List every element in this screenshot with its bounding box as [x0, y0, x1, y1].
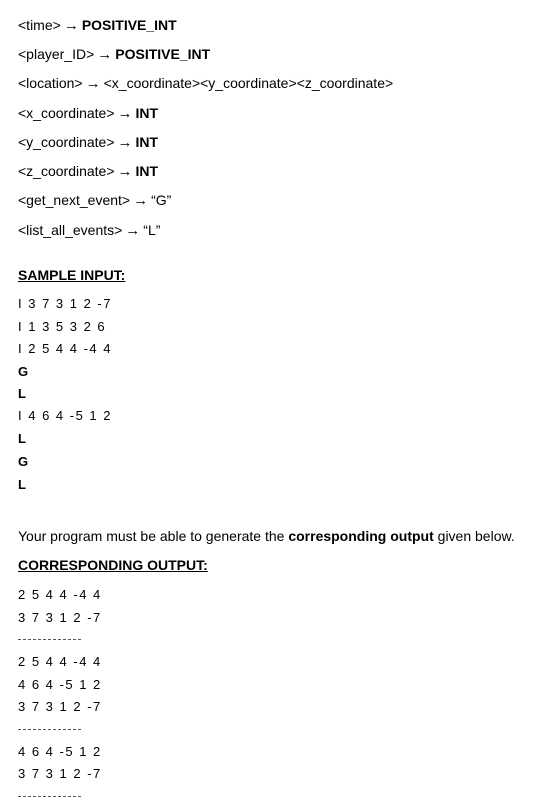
output-separator [18, 639, 81, 640]
grammar-rule-time [18, 16, 177, 35]
rule-rhs: INT [135, 163, 159, 179]
arrow-icon: → [97, 46, 113, 63]
sample-input-line: L [18, 477, 28, 492]
rule-rhs: <x_coordinate><y_coordinate><z_coordinate> [103, 75, 394, 91]
output-line: 4 6 4 -5 1 2 [18, 677, 102, 692]
rule-lhs: <get_next_event> [18, 192, 131, 208]
rule-lhs: <location> [18, 75, 83, 91]
sample-input-line: I 3 7 3 1 2 -7 [18, 296, 112, 311]
grammar-rule-player-id [18, 45, 210, 64]
rule-lhs: <z_coordinate> [18, 163, 115, 179]
output-line: 3 7 3 1 2 -7 [18, 766, 102, 781]
output-line: 2 5 4 4 -4 4 [18, 587, 102, 602]
grammar-rule-x-coordinate [18, 104, 158, 123]
sample-input-line: L [18, 431, 28, 446]
sample-input-heading: SAMPLE INPUT: [18, 267, 126, 283]
description-emphasis: corresponding output [288, 528, 434, 544]
output-separator [18, 796, 81, 797]
arrow-icon: → [63, 17, 79, 34]
sample-input-line: L [18, 386, 28, 401]
rule-lhs: <y_coordinate> [18, 134, 115, 150]
arrow-icon: → [117, 105, 133, 122]
rule-lhs: <list_all_events> [18, 222, 123, 238]
arrow-icon: → [133, 192, 149, 209]
grammar-rule-get-next-event [18, 191, 171, 210]
sample-input-line: I 1 3 5 3 2 6 [18, 319, 107, 334]
output-line: 3 7 3 1 2 -7 [18, 610, 102, 625]
rule-rhs: POSITIVE_INT [81, 17, 177, 33]
rule-lhs: <player_ID> [18, 46, 95, 62]
arrow-icon: → [117, 163, 133, 180]
grammar-rule-location [18, 74, 393, 93]
rule-rhs: “G” [151, 192, 172, 208]
arrow-icon: → [117, 134, 133, 151]
arrow-icon: → [85, 75, 101, 92]
grammar-rule-z-coordinate [18, 162, 158, 181]
output-line: 4 6 4 -5 1 2 [18, 744, 102, 759]
output-line: 3 7 3 1 2 -7 [18, 699, 102, 714]
output-heading: CORRESPONDING OUTPUT: [18, 557, 208, 573]
rule-lhs: <x_coordinate> [18, 105, 115, 121]
output-line: 2 5 4 4 -4 4 [18, 654, 102, 669]
rule-rhs: “L” [143, 222, 161, 238]
arrow-icon: → [125, 222, 141, 239]
description-prefix: Your program must be able to generate the [18, 528, 289, 544]
description-suffix: given below. [433, 528, 515, 544]
sample-input-line: I 2 5 4 4 -4 4 [18, 341, 112, 356]
sample-input-line: G [18, 364, 30, 379]
rule-lhs: <time> [18, 17, 61, 33]
output-separator [18, 729, 81, 730]
rule-rhs: POSITIVE_INT [115, 46, 211, 62]
output-description [18, 527, 515, 545]
sample-input-line: G [18, 454, 30, 469]
sample-input-line: I 4 6 4 -5 1 2 [18, 408, 112, 423]
grammar-rule-list-all-events [18, 221, 160, 240]
rule-rhs: INT [135, 134, 159, 150]
rule-rhs: INT [135, 105, 159, 121]
grammar-rule-y-coordinate [18, 133, 158, 152]
